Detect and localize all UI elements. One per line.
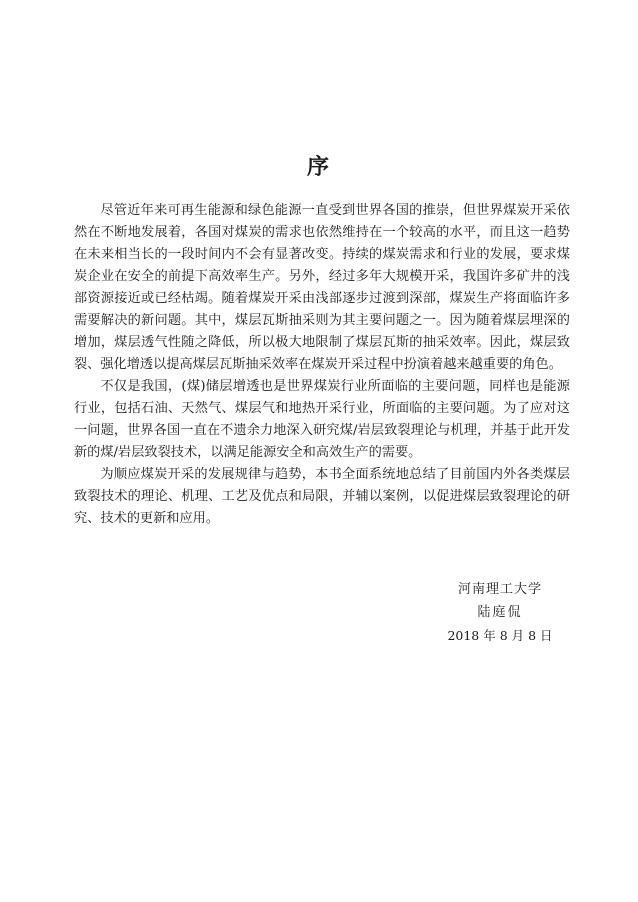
- preface-title: 序: [306, 154, 331, 180]
- signature-university: 河南理工大学: [457, 582, 542, 597]
- signature-date: 2018 年 8 月 8 日: [447, 628, 553, 643]
- signature-block: [420, 578, 580, 647]
- paragraph-2: 不仅是我国，(煤)储层增透也是世界煤炭行业所面临的主要问题，同样也是能源行业，包括石油、天然气、煤层气和地热开采行业，所面临的主要问题。为了应对这一问题，世界各国一直在不遗余力地深入研究煤/岩层致裂理论与机理，并基于此开发新的煤/岩层致裂技术，以满足能源安全和高效生产的需要。: [74, 379, 570, 460]
- paragraph-3: 为顺应煤炭开采的发展规律与趋势，本书全面系统地总结了目前国内外各类煤层致裂技术的理论、机理、工艺及优点和局限，并辅以案例，以促进煤层致裂理论的研究、技术的更新和应用。: [74, 467, 570, 526]
- paragraph-1: 尽管近年来可再生能源和绿色能源一直受到世界各国的推崇，但世界煤炭开采依然在不断地发展着，各国对煤炭的需求也依然维持在一个较高的水平，而且这一趋势在未来相当长的一段时间内不会有显著改变。持续的煤炭需求和行业的发展，要求煤炭企业在安全的前提下高效率生产。另外，经过多年大规模开采，我国许多矿井的浅部资源接近或已经枯竭。随着煤炭开采由浅部逐步过渡到深部，煤炭生产将面临许多需要解决的新问题。其中，煤层瓦斯抽采则为其主要问题之一。因为随着煤层埋深的增加，煤层透气性随之降低，所以极大地限制了煤层瓦斯的抽采效率。因此，煤层致裂、强化增透以提高煤层瓦斯抽采效率在煤炭开采过程中扮演着越来越重要的角色。: [74, 203, 570, 372]
- signature-author: 陆庭侃: [477, 605, 523, 620]
- preface-body: [74, 200, 570, 530]
